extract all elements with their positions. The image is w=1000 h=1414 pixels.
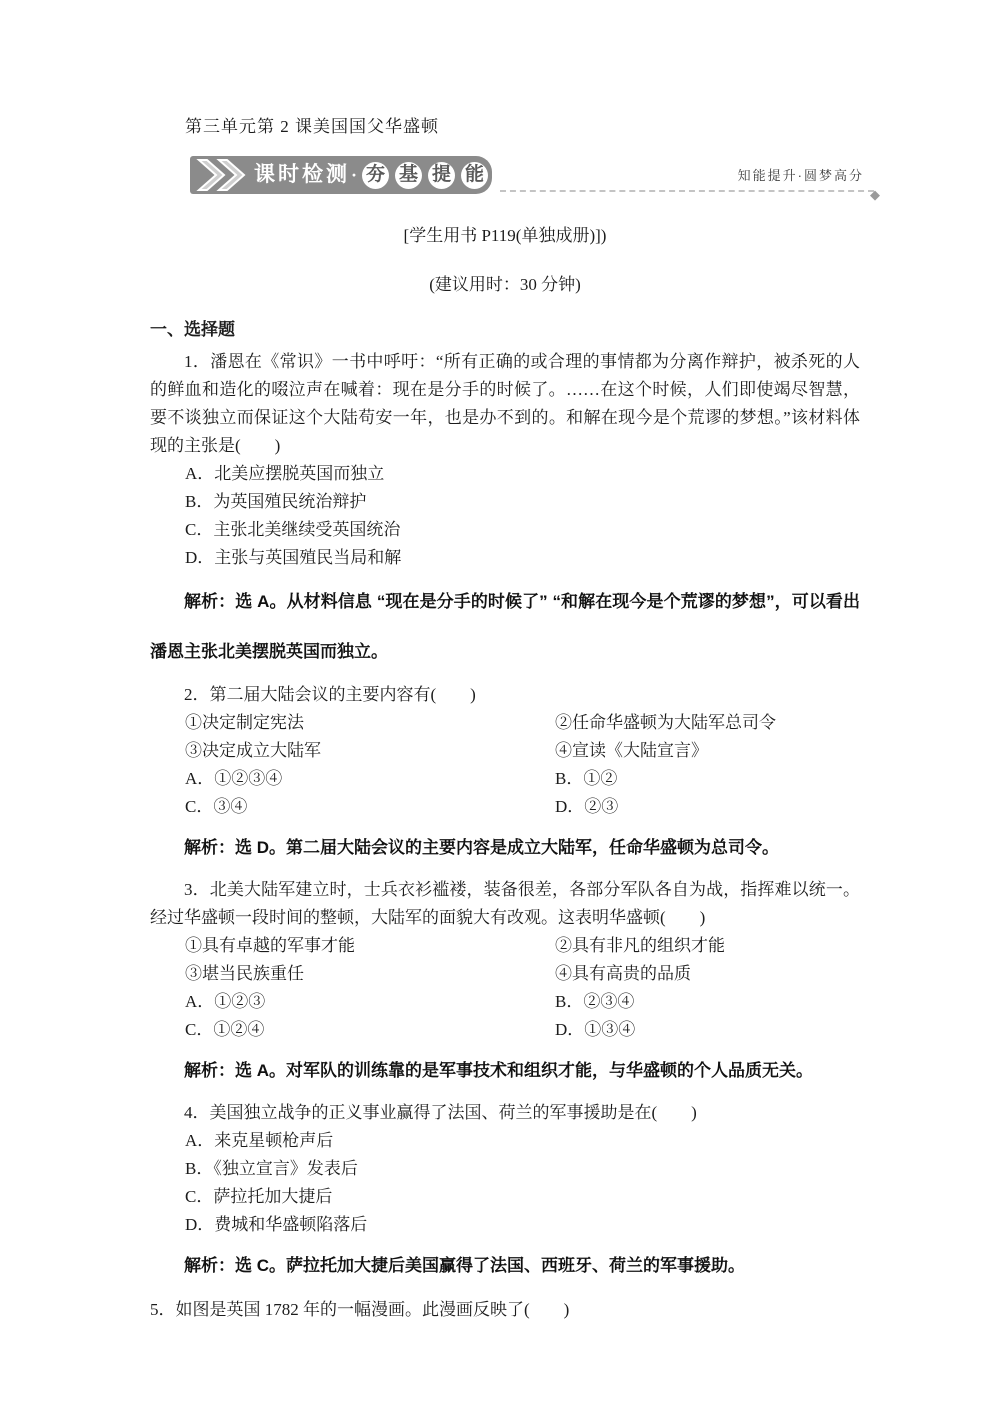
numbered-item: ④宣读《大陆宣言》 <box>555 741 708 760</box>
option: C．萨拉托加大捷后 <box>185 1187 333 1206</box>
question-2-stem: 2．第二届大陆会议的主要内容有( ) <box>184 685 476 704</box>
numbered-item: ③决定成立大陆军 <box>185 741 321 760</box>
double-chevron-icon <box>194 159 252 191</box>
option: C．主张北美继续受英国统治 <box>185 520 401 539</box>
option: B．为英国殖民统治辩护 <box>185 492 367 511</box>
section-banner <box>150 154 880 202</box>
question-4-stem: 4．美国独立战争的正义事业赢得了法国、荷兰的军事援助是在( ) <box>184 1103 697 1122</box>
option: A．来克星顿枪声后 <box>185 1131 334 1150</box>
option: B．《独立宣言》发表后 <box>185 1159 358 1178</box>
course-title: 第三单元第 2 课美国国父华盛顿 <box>185 117 439 136</box>
section-title: 一、选择题 <box>150 320 235 339</box>
question-3-options <box>150 988 860 1044</box>
dashed-divider <box>500 190 874 192</box>
banner-circled-char: 夯 <box>362 162 389 189</box>
question-2-items <box>150 709 860 765</box>
option: A．①②③④ <box>185 769 283 788</box>
banner-dot-separator: · <box>351 165 358 185</box>
banner-bar <box>190 156 492 194</box>
question-3-stem: 3．北美大陆军建立时，士兵衣衫褴褛，装备很差，各部分军队各自为战，指挥难以统一。经过华盛顿一段时间的整顿，大陆军的面貌大有改观。这表明华盛顿( ) <box>150 880 860 927</box>
numbered-item: ①决定制定宪法 <box>185 713 304 732</box>
option: A．北美应摆脱英国而独立 <box>185 464 385 483</box>
question-1-analysis: 解析：选 A。从材料信息 “现在是分手的时候了” “和解在现今是个荒谬的梦想”，可以看出潘恩主张北美摆脱英国而独立。 <box>150 592 860 661</box>
question-4-analysis: 解析：选 C。萨拉托加大捷后美国赢得了法国、西班牙、荷兰的军事援助。 <box>184 1256 745 1275</box>
question-5-stem: 5．如图是英国 1782 年的一幅漫画。此漫画反映了( ) <box>150 1300 570 1319</box>
option: C．③④ <box>185 797 248 816</box>
option: D．主张与英国殖民当局和解 <box>185 548 402 567</box>
numbered-item: ②任命华盛顿为大陆军总司令 <box>555 713 776 732</box>
question-3-analysis: 解析：选 A。对军队的训练靠的是军事技术和组织才能，与华盛顿的个人品质无关。 <box>184 1061 813 1080</box>
question-2-options <box>150 765 860 821</box>
banner-circled-char: 基 <box>395 162 422 189</box>
question-1-options <box>150 460 860 572</box>
option: B．①② <box>555 769 618 788</box>
option: C．①②④ <box>185 1020 265 1039</box>
numbered-item: ①具有卓越的军事才能 <box>185 936 355 955</box>
time-hint: (建议用时：30 分钟) <box>429 275 581 294</box>
banner-slogan: 知能提升·圆梦高分 <box>737 168 864 183</box>
numbered-item: ②具有非凡的组织才能 <box>555 936 725 955</box>
numbered-item: ③堪当民族重任 <box>185 964 304 983</box>
diamond-icon: ◆ <box>870 187 880 202</box>
option: B．②③④ <box>555 992 635 1011</box>
banner-circled-char: 能 <box>461 162 488 189</box>
option: D．费城和华盛顿陷落后 <box>185 1215 368 1234</box>
banner-circled-char: 提 <box>428 162 455 189</box>
question-3-items <box>150 932 860 988</box>
question-1-stem: 1．潘恩在《常识》一书中呼吁：“所有正确的或合理的事情都为分离作辩护，被杀死的人的鲜血和造化的啜泣声在喊着：现在是分手的时候了。……在这个时候，人们即使竭尽智慧，要不谈独立而保证这个大陆苟安一年，也是办不到的。和解在现今是个荒谬的梦想。”该材料体现的主张是( ) <box>150 352 860 455</box>
banner-title: 课时检测 <box>254 163 350 186</box>
option: D．①③④ <box>555 1020 636 1039</box>
option: D．②③ <box>555 797 619 816</box>
question-4-options <box>150 1127 860 1239</box>
option: A．①②③ <box>185 992 266 1011</box>
numbered-item: ④具有高贵的品质 <box>555 964 691 983</box>
book-reference: [学生用书 P119(单独成册)]) <box>403 226 607 245</box>
question-2-analysis: 解析：选 D。第二届大陆会议的主要内容是成立大陆军，任命华盛顿为总司令。 <box>184 838 779 857</box>
